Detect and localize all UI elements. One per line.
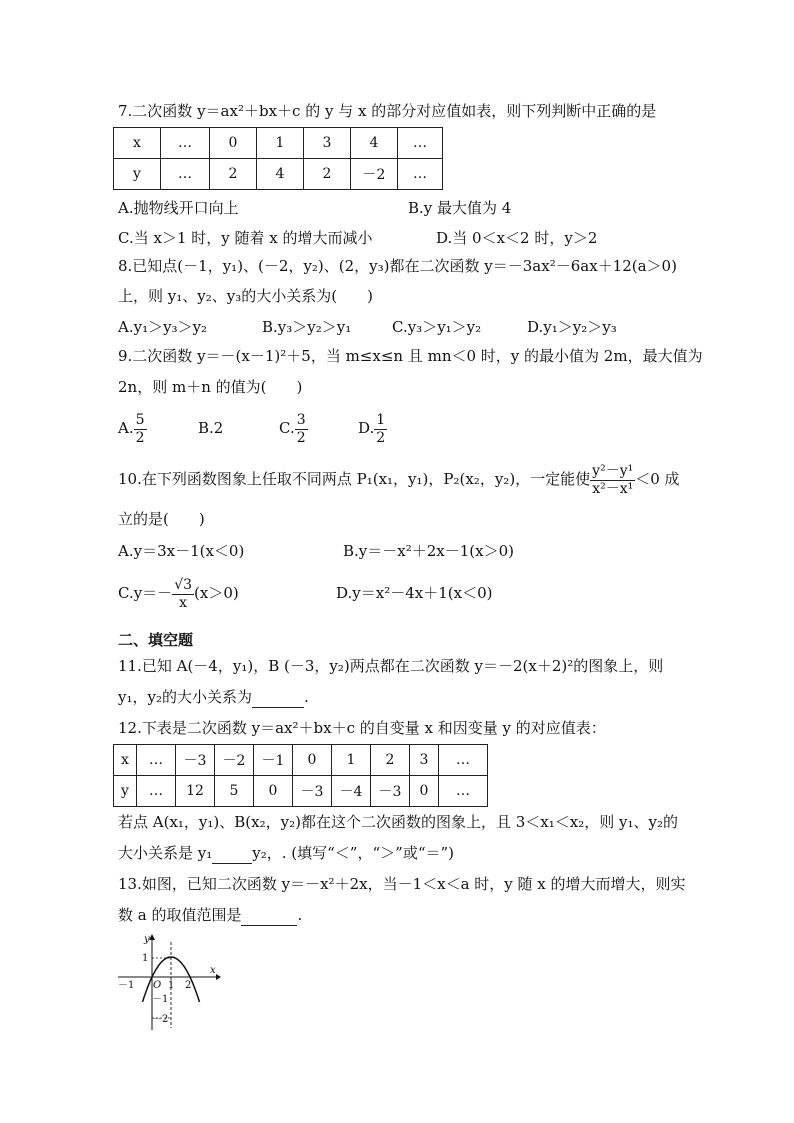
table-cell: 3: [410, 745, 439, 776]
q11-line1: 11.已知 A(－4，y₁)，B (－3，y₂)两点都在二次函数 y＝－2(x＋2)²的图象上，则: [118, 657, 664, 675]
table-cell: －4: [332, 776, 371, 807]
tick-label: －1: [118, 980, 135, 991]
tick-label: 2: [185, 980, 192, 991]
q8-option-d: D.y₁＞y₂＞y₃: [527, 318, 617, 336]
table-cell: 2: [210, 159, 257, 190]
q10-option-c: [118, 572, 239, 614]
q7-option-b: B.y 最大值为 4: [408, 199, 512, 217]
fraction: [134, 412, 147, 447]
denominator: 2: [135, 429, 145, 446]
q8-option-a: A.y₁＞y₃＞y₂: [118, 318, 208, 336]
table-cell: －2: [215, 745, 254, 776]
denominator: 2: [296, 429, 306, 446]
q12-text-pre: 大小关系是 y₁: [118, 844, 213, 862]
table-cell: x: [114, 128, 161, 159]
numerator: 3: [296, 411, 306, 428]
table-row: [114, 128, 443, 159]
x-axis-arrow-icon: [216, 974, 221, 980]
q7-option-c: C.当 x＞1 时，y 随着 x 的增大而减小: [118, 229, 373, 247]
option-text-pre: C.y＝－: [118, 584, 173, 602]
q9-line1: 9.二次函数 y＝－(x－1)²＋5，当 m≤x≤n 且 mn＜0 时，y 的最小值为 2m，最大值为: [118, 347, 703, 365]
answer-blank[interactable]: [252, 687, 304, 708]
section-heading: 二、填空题: [118, 631, 194, 649]
q10-option-d: D.y＝x²－4x＋1(x＜0): [336, 584, 493, 602]
option-text-post: (x＞0): [194, 584, 239, 602]
table-cell: 1: [257, 128, 304, 159]
q13-line1: 13.如图，已知二次函数 y＝－x²＋2x，当－1＜x＜a 时，y 随 x 的增大而增大，则实: [118, 875, 686, 893]
numerator: 1: [376, 411, 386, 428]
q12-stem: 12.下表是二次函数 y＝ax²＋bx＋c 的自变量 x 和因变量 y 的对应值表：: [118, 719, 606, 737]
numerator: √3: [174, 576, 193, 593]
fraction: [295, 412, 308, 447]
table-cell: 4: [257, 159, 304, 190]
y-axis-arrow-icon: [149, 934, 155, 940]
q7-value-table: [113, 127, 443, 190]
q11-text-post: .: [303, 688, 309, 706]
origin-label: O: [153, 980, 162, 991]
table-cell: x: [114, 745, 137, 776]
q10-line1: [118, 459, 680, 499]
table-row: [114, 776, 488, 807]
table-cell: 0: [410, 776, 439, 807]
q10-line2: 立的是( ): [118, 510, 205, 528]
q11-line2: [118, 687, 309, 708]
option-label: D.: [358, 419, 375, 437]
q10-text-post: ＜0 成: [635, 470, 680, 488]
tick-label: 1: [142, 953, 149, 964]
numerator: 5: [135, 411, 145, 428]
table-cell: …: [439, 745, 488, 776]
answer-blank[interactable]: [212, 843, 252, 864]
q8-option-c: C.y₃＞y₁＞y₂: [392, 318, 482, 336]
fraction: [590, 463, 635, 498]
q9-option-c: [279, 408, 308, 448]
q12-line2: [118, 843, 454, 864]
tick-label: －1: [152, 994, 169, 1005]
fraction: [172, 577, 194, 612]
q10-text-pre: 10.在下列函数图象上任取不同两点 P₁(x₁，y₁)，P₂(x₂，y₂)，一定能使: [118, 470, 591, 488]
option-label: C.: [279, 419, 295, 437]
x-axis-label: x: [210, 965, 216, 976]
q7-stem: 7.二次函数 y＝ax²＋bx＋c 的 y 与 x 的部分对应值如表，则下列判断中正确的是: [118, 102, 657, 120]
table-cell: 2: [371, 745, 410, 776]
q8-line1: 8.已知点(－1，y₁)、(－2，y₂)、(2，y₃)都在二次函数 y＝－3ax²－6ax＋12(a＞0): [118, 257, 677, 275]
q7-option-a: A.抛物线开口向上: [118, 199, 239, 217]
parabola-graph: [112, 930, 222, 1032]
table-cell: …: [137, 776, 176, 807]
q13-text-post: .: [297, 906, 303, 924]
tick-label: 1: [168, 980, 175, 991]
tick-label: －2: [152, 1014, 169, 1025]
denominator: x²－x¹: [592, 480, 634, 497]
answer-blank[interactable]: [241, 905, 297, 926]
table-cell: 0: [210, 128, 257, 159]
q13-line2: [118, 905, 302, 926]
denominator: 2: [376, 429, 386, 446]
table-cell: …: [137, 745, 176, 776]
q7-option-d: D.当 0＜x＜2 时，y＞2: [436, 229, 598, 247]
q11-text-pre: y₁，y₂的大小关系为: [118, 688, 252, 706]
q9-option-d: [358, 408, 387, 448]
q13-text-pre: 数 a 的取值范围是: [118, 906, 242, 924]
table-cell: 4: [351, 128, 398, 159]
table-cell: 0: [293, 745, 332, 776]
y-axis-label: y: [144, 934, 150, 945]
table-cell: 2: [304, 159, 351, 190]
table-cell: …: [398, 128, 443, 159]
table-cell: …: [398, 159, 443, 190]
table-cell: …: [161, 159, 210, 190]
option-label: A.: [118, 419, 134, 437]
table-cell: y: [114, 159, 161, 190]
table-cell: 5: [215, 776, 254, 807]
q8-line2: 上，则 y₁、y₂、y₃的大小关系为( ): [118, 287, 373, 305]
q9-option-a: [118, 408, 147, 448]
table-cell: …: [439, 776, 488, 807]
q10-option-a: A.y＝3x－1(x＜0): [118, 542, 245, 560]
table-cell: －3: [176, 745, 215, 776]
table-row: [114, 745, 488, 776]
table-cell: －3: [371, 776, 410, 807]
q12-value-table: [113, 744, 488, 807]
table-cell: －2: [351, 159, 398, 190]
q12-text-mid: y₂，. (填写“＜”，“＞”或“＝”): [252, 844, 455, 862]
table-cell: －1: [254, 745, 293, 776]
q12-line1: 若点 A(x₁，y₁)、B(x₂，y₂)都在这个二次函数的图象上，且 3＜x₁＜x₂，则 y₁、y₂的: [118, 813, 678, 831]
numerator: y²－y¹: [592, 462, 634, 479]
q9-line2: 2n，则 m＋n 的值为( ): [118, 378, 303, 396]
table-cell: 1: [332, 745, 371, 776]
table-cell: 12: [176, 776, 215, 807]
denominator: x: [179, 594, 188, 611]
q10-option-b: B.y＝－x²＋2x－1(x＞0): [343, 542, 514, 560]
fraction: [374, 412, 387, 447]
table-cell: …: [161, 128, 210, 159]
q8-option-b: B.y₃＞y₂＞y₁: [262, 318, 352, 336]
q9-option-b: B.2: [198, 419, 224, 437]
table-cell: y: [114, 776, 137, 807]
table-cell: 3: [304, 128, 351, 159]
table-cell: －3: [293, 776, 332, 807]
table-cell: 0: [254, 776, 293, 807]
table-row: [114, 159, 443, 190]
